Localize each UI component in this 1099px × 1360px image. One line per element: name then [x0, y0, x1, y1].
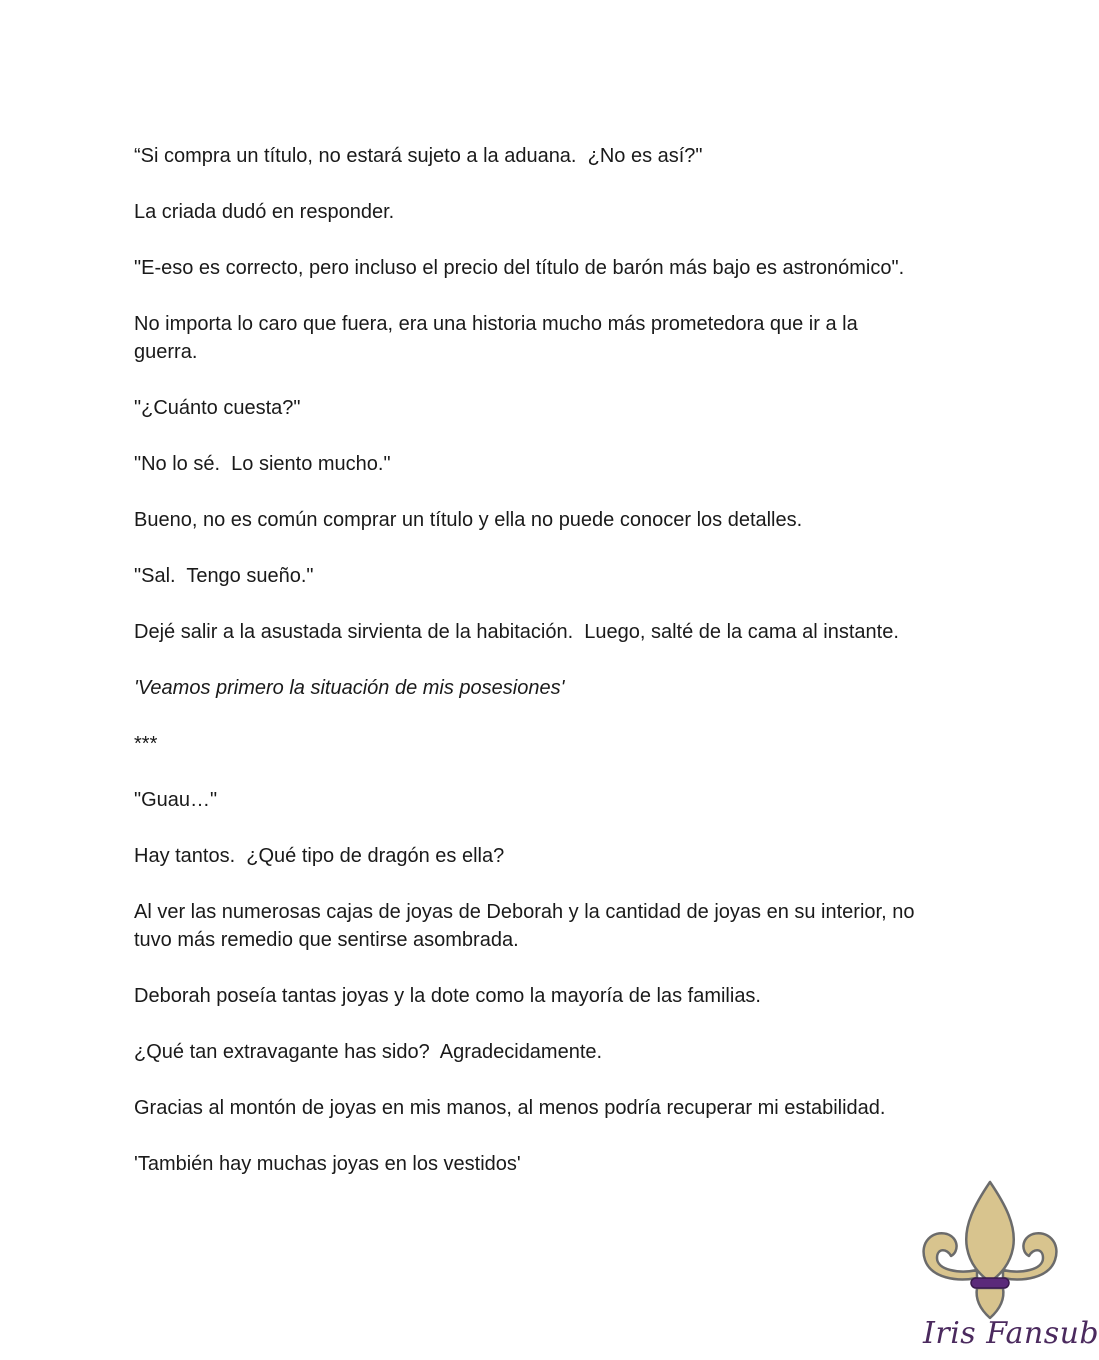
scene-break: ***	[134, 733, 158, 755]
paragraph: Hay tantos. ¿Qué tipo de dragón es ella?	[134, 845, 505, 867]
paragraph: Deborah poseía tantas joyas y la dote como la mayoría de las familias.	[134, 985, 761, 1007]
watermark-text: Iris Fansub	[923, 1316, 1099, 1351]
paragraph: Al ver las numerosas cajas de joyas de Deborah y la cantidad de joyas en su interior, no tuvo más remedio que sentirse asombrada.	[134, 901, 921, 951]
paragraph: “Si compra un título, no estará sujeto a la aduana. ¿No es así?"	[134, 145, 703, 167]
paragraph: Gracias al montón de joyas en mis manos, al menos podría recuperar mi estabilidad.	[134, 1097, 886, 1119]
paragraph-italic: 'Veamos primero la situación de mis posesiones'	[134, 677, 565, 699]
paragraph: "¿Cuánto cuesta?"	[134, 397, 301, 419]
paragraph: "E-eso es correcto, pero incluso el precio del título de barón más bajo es astronómico".	[134, 257, 905, 279]
paragraph: No importa lo caro que fuera, era una historia mucho más prometedora que ir a la guerra.	[134, 313, 864, 363]
paragraph: ¿Qué tan extravagante has sido? Agradecidamente.	[134, 1041, 603, 1063]
paragraph: "No lo sé. Lo siento mucho."	[134, 453, 391, 475]
paragraph: "Guau…"	[134, 789, 218, 811]
paragraph: La criada dudó en responder.	[134, 201, 395, 223]
paragraph: "Sal. Tengo sueño."	[134, 565, 314, 587]
paragraph: Bueno, no es común comprar un título y ella no puede conocer los detalles.	[134, 509, 803, 531]
paragraph: Dejé salir a la asustada sirvienta de la habitación. Luego, salté de la cama al instante.	[134, 621, 899, 643]
watermark-logo	[915, 1178, 1099, 1360]
paragraph: 'También hay muchas joyas en los vestidos'	[134, 1153, 521, 1175]
